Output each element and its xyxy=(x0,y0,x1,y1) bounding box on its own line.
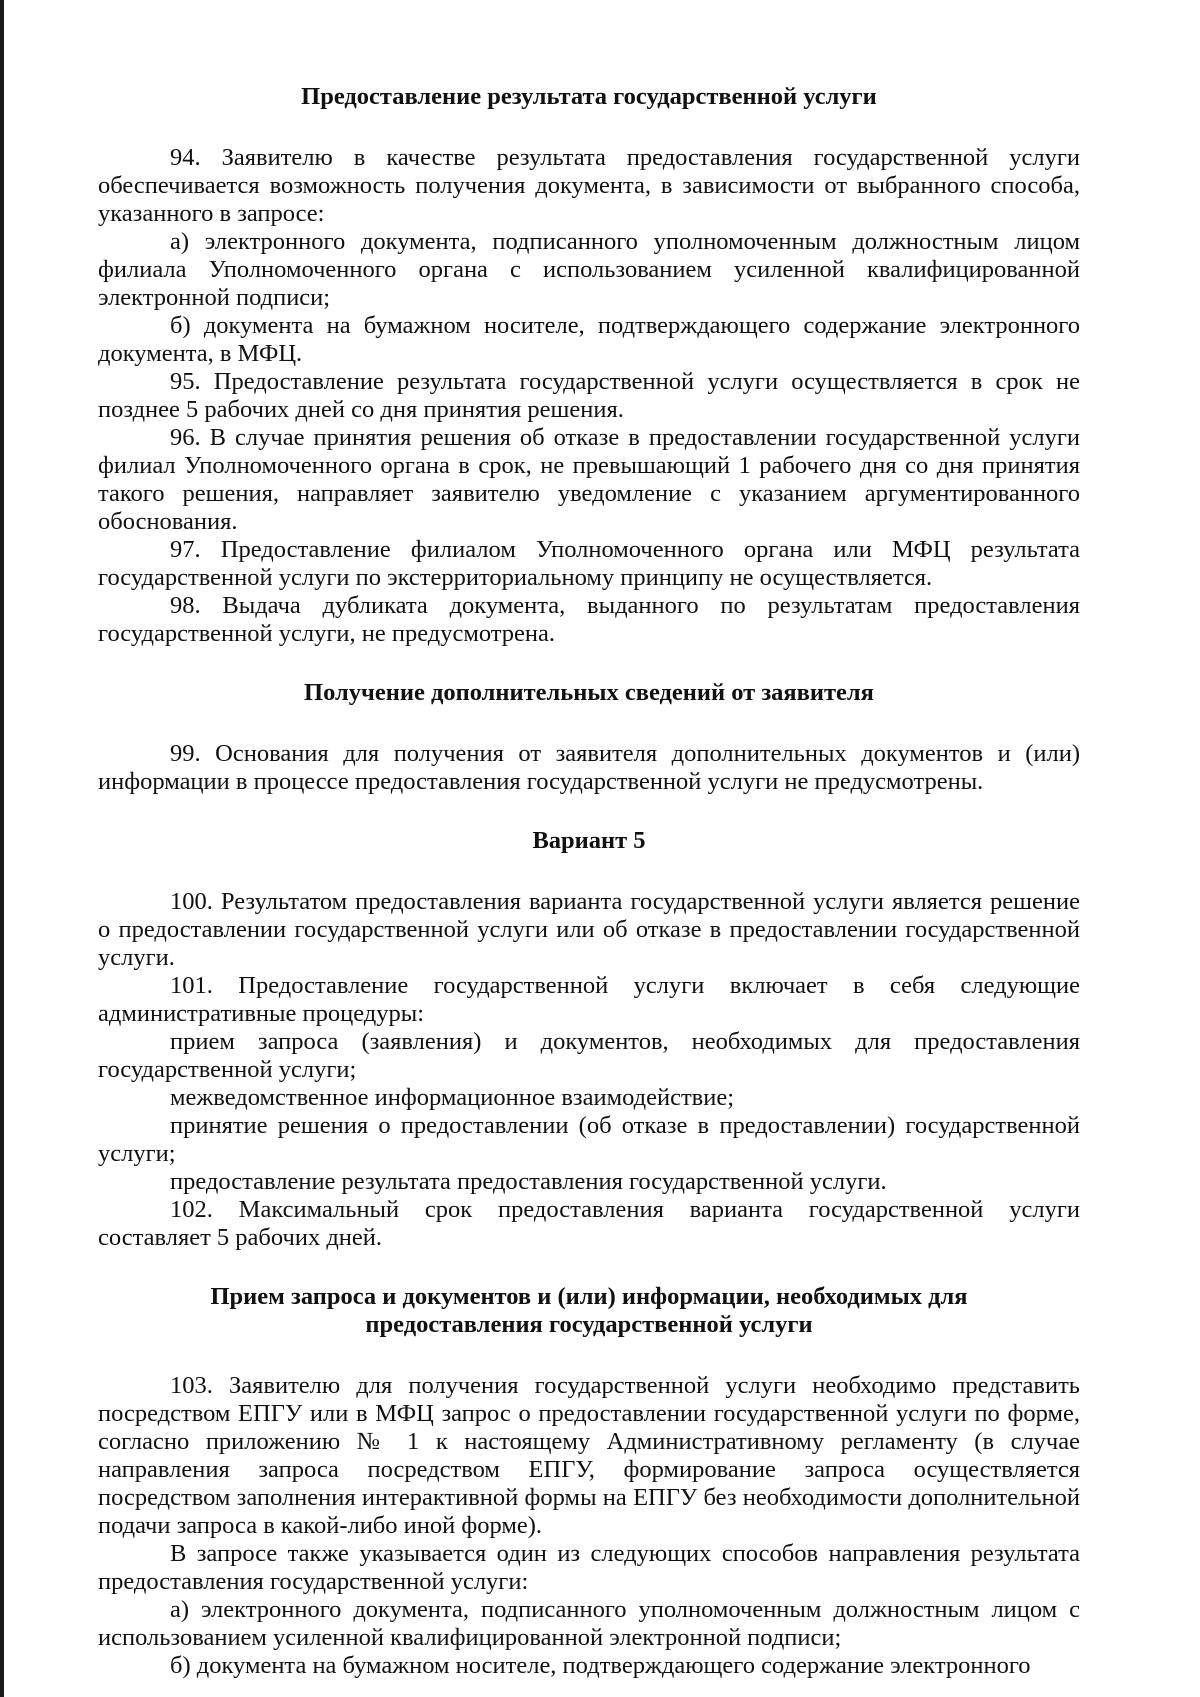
section-heading: Предоставление результата государственной услуги xyxy=(301,83,877,110)
paragraph: б) документа на бумажном носителе, подтверждающего содержание электронного xyxy=(170,1652,1031,1679)
paragraph: а) электронного документа, подписанного уполномоченным должностным лицом филиала Уполномоченного органа с использованием усиленной квалифицированной электронной подписи; xyxy=(98,228,1080,311)
paragraph: б) документа на бумажном носителе, подтверждающего содержание электронного документа, в МФЦ. xyxy=(98,312,1080,367)
paragraph: 95. Предоставление результата государственной услуги осуществляется в срок не позднее 5 рабочих дней со дня принятия решения. xyxy=(98,368,1080,423)
paragraph: 97. Предоставление филиалом Уполномоченного органа или МФЦ результата государственной услуги по экстерриториальному принципу не осуществляется. xyxy=(98,536,1080,591)
section-heading: Получение дополнительных сведений от заявителя xyxy=(304,679,874,706)
paragraph: предоставление результата предоставления государственной услуги. xyxy=(170,1168,887,1195)
section-heading: Вариант 5 xyxy=(532,827,646,854)
paragraph: прием запроса (заявления) и документов, необходимых для предоставления государственной услуги; xyxy=(98,1028,1080,1083)
heading-line: предоставления государственной услуги xyxy=(365,1311,813,1338)
paragraph: 102. Максимальный срок предоставления варианта государственной услуги составляет 5 рабочих дней. xyxy=(98,1196,1080,1251)
document-page xyxy=(98,83,1080,1680)
paragraph: а) электронного документа, подписанного уполномоченным должностным лицом с использованием усиленной квалифицированной электронной подписи; xyxy=(98,1596,1080,1651)
paragraph: 101. Предоставление государственной услуги включает в себя следующие административные процедуры: xyxy=(98,972,1080,1027)
scan-edge xyxy=(0,0,4,1697)
paragraph: 96. В случае принятия решения об отказе в предоставлении государственной услуги филиал Уполномоченного органа в срок, не превышающий 1 рабочего дня со дня принятия такого решения, направляет заявителю уведомление с указанием аргументированного обоснования. xyxy=(98,424,1080,535)
heading-line: Прием запроса и документов и (или) информации, необходимых для xyxy=(210,1283,968,1310)
paragraph: 99. Основания для получения от заявителя дополнительных документов и (или) информации в процессе предоставления государственной услуги не предусмотрены. xyxy=(98,740,1080,795)
paragraph: принятие решения о предоставлении (об отказе в предоставлении) государственной услуги; xyxy=(98,1112,1080,1167)
paragraph: 103. Заявителю для получения государственной услуги необходимо представить посредством ЕПГУ или в МФЦ запрос о предоставлении государственной услуги по форме, согласно приложению № 1 к настоящему Административному регламенту (в случае направления запроса посредством ЕПГУ, формирование запроса осуществляется посредством заполнения интерактивной формы на ЕПГУ без необходимости дополнительной подачи запроса в какой-либо иной форме). xyxy=(98,1372,1080,1539)
paragraph: межведомственное информационное взаимодействие; xyxy=(170,1084,735,1111)
paragraph: В запросе также указывается один из следующих способов направления результата предоставления государственной услуги: xyxy=(98,1540,1080,1595)
paragraph: 100. Результатом предоставления варианта государственной услуги является решение о предоставлении государственной услуги или об отказе в предоставлении государственной услуги. xyxy=(98,888,1080,971)
paragraph: 98. Выдача дубликата документа, выданного по результатам предоставления государственной услуги, не предусмотрена. xyxy=(98,592,1080,647)
section-heading xyxy=(98,1283,1080,1339)
paragraph: 94. Заявителю в качестве результата предоставления государственной услуги обеспечивается возможность получения документа, в зависимости от выбранного способа, указанного в запросе: xyxy=(98,144,1080,227)
